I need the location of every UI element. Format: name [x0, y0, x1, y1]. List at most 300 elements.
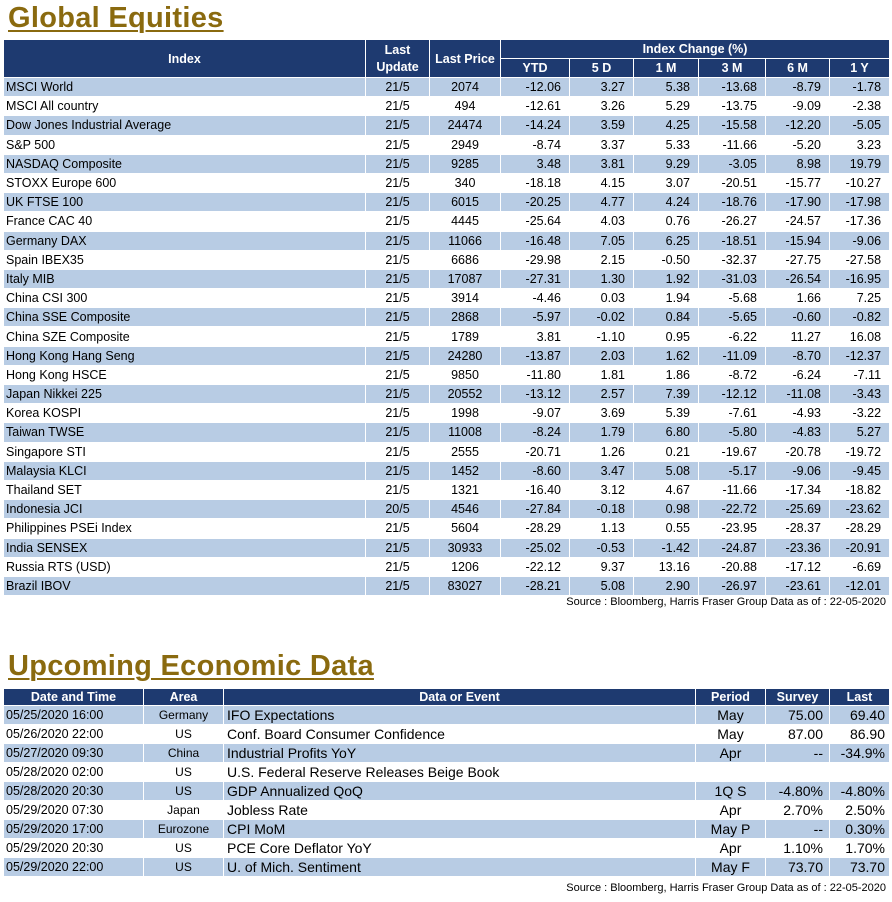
table-row [4, 212, 890, 231]
event-name: U.S. Federal Reserve Releases Beige Book [224, 763, 696, 782]
change-1y: -0.82 [830, 308, 890, 327]
change-3m: -19.67 [699, 442, 766, 461]
change-ytd: -8.24 [501, 423, 570, 442]
change-3m: -13.68 [699, 78, 766, 97]
last-update: 21/5 [366, 404, 430, 423]
change-1y: 16.08 [830, 327, 890, 346]
header-index-change: Index Change (%) [501, 40, 890, 59]
last-update: 21/5 [366, 308, 430, 327]
change-1m: 0.76 [634, 212, 699, 231]
change-6m: 1.66 [766, 289, 830, 308]
economic-source-note: Source : Bloomberg, Harris Fraser Group Data as of : 22-05-2020 [566, 882, 886, 894]
change-1m: 5.38 [634, 78, 699, 97]
last-update: 21/5 [366, 538, 430, 557]
survey-value [766, 763, 830, 782]
economic-data-table [3, 688, 890, 877]
change-5d: 5.08 [570, 576, 634, 595]
change-1m: 0.21 [634, 442, 699, 461]
change-1m: 9.29 [634, 154, 699, 173]
change-5d: 0.03 [570, 289, 634, 308]
change-3m: -15.58 [699, 116, 766, 135]
change-1y: 19.79 [830, 154, 890, 173]
change-6m: -15.77 [766, 173, 830, 192]
change-6m: -4.83 [766, 423, 830, 442]
change-5d: 1.30 [570, 269, 634, 288]
global-equities-title: Global Equities [8, 2, 224, 34]
last-value: -34.9% [830, 744, 890, 763]
event-name: GDP Annualized QoQ [224, 782, 696, 801]
last-price: 24280 [430, 346, 501, 365]
change-1y: -28.29 [830, 519, 890, 538]
change-3m: -5.17 [699, 461, 766, 480]
header-survey: Survey [766, 689, 830, 706]
last-value: -4.80% [830, 782, 890, 801]
table-row [4, 858, 890, 877]
date-time: 05/26/2020 22:00 [4, 725, 144, 744]
change-6m: -23.61 [766, 576, 830, 595]
header-5d: 5 D [570, 59, 634, 78]
last-value: 73.70 [830, 858, 890, 877]
change-6m: -5.20 [766, 135, 830, 154]
change-3m: -18.76 [699, 193, 766, 212]
change-1y: -2.38 [830, 97, 890, 116]
change-ytd: 3.48 [501, 154, 570, 173]
change-6m: -8.79 [766, 78, 830, 97]
date-time: 05/28/2020 02:00 [4, 763, 144, 782]
last-price: 9285 [430, 154, 501, 173]
last-update: 21/5 [366, 576, 430, 595]
index-name: Indonesia JCI [4, 500, 366, 519]
change-3m: -11.66 [699, 480, 766, 499]
index-name: Spain IBEX35 [4, 250, 366, 269]
last-price: 11066 [430, 231, 501, 250]
change-3m: -6.22 [699, 327, 766, 346]
change-5d: 3.47 [570, 461, 634, 480]
change-1y: -16.95 [830, 269, 890, 288]
last-price: 11008 [430, 423, 501, 442]
change-ytd: -11.80 [501, 365, 570, 384]
change-ytd: -14.24 [501, 116, 570, 135]
table-row [4, 763, 890, 782]
last-price: 2868 [430, 308, 501, 327]
change-3m: -26.27 [699, 212, 766, 231]
table-row [4, 519, 890, 538]
last-price: 6015 [430, 193, 501, 212]
last-update: 21/5 [366, 461, 430, 480]
last-price: 4445 [430, 212, 501, 231]
last-update: 21/5 [366, 269, 430, 288]
survey-value: 75.00 [766, 706, 830, 725]
period: Apr [696, 801, 766, 820]
change-ytd: -27.84 [501, 500, 570, 519]
change-1m: 0.98 [634, 500, 699, 519]
index-name: Dow Jones Industrial Average [4, 116, 366, 135]
change-ytd: -28.29 [501, 519, 570, 538]
change-1y: -9.45 [830, 461, 890, 480]
index-name: Japan Nikkei 225 [4, 385, 366, 404]
change-1m: 1.92 [634, 269, 699, 288]
change-1m: 6.80 [634, 423, 699, 442]
change-6m: -8.70 [766, 346, 830, 365]
last-update: 21/5 [366, 97, 430, 116]
table-row [4, 231, 890, 250]
table-row [4, 744, 890, 763]
table-row [4, 480, 890, 499]
header-date-time: Date and Time [4, 689, 144, 706]
last-price: 5604 [430, 519, 501, 538]
change-5d: 2.15 [570, 250, 634, 269]
change-ytd: -29.98 [501, 250, 570, 269]
change-5d: 3.81 [570, 154, 634, 173]
period: Apr [696, 744, 766, 763]
change-1m: 1.62 [634, 346, 699, 365]
change-1m: 0.84 [634, 308, 699, 327]
table-row [4, 269, 890, 288]
table-row [4, 839, 890, 858]
change-ytd: -28.21 [501, 576, 570, 595]
period: 1Q S [696, 782, 766, 801]
change-1y: -3.22 [830, 404, 890, 423]
change-3m: -8.72 [699, 365, 766, 384]
change-6m: -0.60 [766, 308, 830, 327]
global-equities-table [3, 39, 890, 596]
last-price: 4546 [430, 500, 501, 519]
change-5d: -0.02 [570, 308, 634, 327]
date-time: 05/29/2020 07:30 [4, 801, 144, 820]
change-1y: -12.37 [830, 346, 890, 365]
index-name: UK FTSE 100 [4, 193, 366, 212]
change-6m: 11.27 [766, 327, 830, 346]
area: Japan [144, 801, 224, 820]
change-ytd: -16.48 [501, 231, 570, 250]
change-1m: 0.55 [634, 519, 699, 538]
period: May [696, 725, 766, 744]
change-5d: 3.69 [570, 404, 634, 423]
header-last: Last [830, 689, 890, 706]
area: US [144, 839, 224, 858]
change-1y: -6.69 [830, 557, 890, 576]
event-name: Industrial Profits YoY [224, 744, 696, 763]
last-update: 21/5 [366, 116, 430, 135]
last-update: 21/5 [366, 557, 430, 576]
change-3m: -32.37 [699, 250, 766, 269]
date-time: 05/27/2020 09:30 [4, 744, 144, 763]
change-5d: 7.05 [570, 231, 634, 250]
survey-value: 87.00 [766, 725, 830, 744]
change-1y: -7.11 [830, 365, 890, 384]
change-ytd: -12.61 [501, 97, 570, 116]
last-update: 21/5 [366, 193, 430, 212]
change-6m: -17.12 [766, 557, 830, 576]
change-ytd: -13.12 [501, 385, 570, 404]
table-row [4, 135, 890, 154]
last-update: 21/5 [366, 346, 430, 365]
index-name: Hong Kong Hang Seng [4, 346, 366, 365]
last-price: 1789 [430, 327, 501, 346]
event-name: CPI MoM [224, 820, 696, 839]
last-price: 9850 [430, 365, 501, 384]
change-3m: -7.61 [699, 404, 766, 423]
last-update: 21/5 [366, 231, 430, 250]
survey-value: -4.80% [766, 782, 830, 801]
change-5d: 2.57 [570, 385, 634, 404]
last-price: 2555 [430, 442, 501, 461]
change-ytd: -8.74 [501, 135, 570, 154]
change-5d: 1.13 [570, 519, 634, 538]
change-6m: -25.69 [766, 500, 830, 519]
change-1y: -9.06 [830, 231, 890, 250]
index-name: Italy MIB [4, 269, 366, 288]
change-6m: -17.34 [766, 480, 830, 499]
last-value: 69.40 [830, 706, 890, 725]
last-update: 21/5 [366, 442, 430, 461]
table-row [4, 78, 890, 97]
change-1y: -19.72 [830, 442, 890, 461]
change-1y: -1.78 [830, 78, 890, 97]
table-row [4, 308, 890, 327]
survey-value: 2.70% [766, 801, 830, 820]
header-1y: 1 Y [830, 59, 890, 78]
change-6m: -26.54 [766, 269, 830, 288]
change-5d: 1.26 [570, 442, 634, 461]
last-update: 21/5 [366, 385, 430, 404]
change-1m: -0.50 [634, 250, 699, 269]
last-price: 2074 [430, 78, 501, 97]
period [696, 763, 766, 782]
change-3m: -5.68 [699, 289, 766, 308]
table-row [4, 576, 890, 595]
period: May F [696, 858, 766, 877]
area: China [144, 744, 224, 763]
last-price: 3914 [430, 289, 501, 308]
table-row [4, 706, 890, 725]
change-ytd: -25.64 [501, 212, 570, 231]
last-price: 30933 [430, 538, 501, 557]
table-row [4, 173, 890, 192]
last-price: 20552 [430, 385, 501, 404]
change-5d: 3.37 [570, 135, 634, 154]
table-row [4, 327, 890, 346]
last-price: 340 [430, 173, 501, 192]
last-update: 21/5 [366, 365, 430, 384]
change-6m: -4.93 [766, 404, 830, 423]
change-1y: 3.23 [830, 135, 890, 154]
change-1y: -3.43 [830, 385, 890, 404]
table-row [4, 154, 890, 173]
table-row [4, 557, 890, 576]
header-event: Data or Event [224, 689, 696, 706]
change-1m: 4.24 [634, 193, 699, 212]
event-name: Jobless Rate [224, 801, 696, 820]
economic-data-title: Upcoming Economic Data [8, 650, 374, 682]
change-1y: -12.01 [830, 576, 890, 595]
table-row [4, 97, 890, 116]
change-3m: -5.65 [699, 308, 766, 327]
change-6m: -24.57 [766, 212, 830, 231]
survey-value: 1.10% [766, 839, 830, 858]
index-name: MSCI World [4, 78, 366, 97]
last-value [830, 763, 890, 782]
change-5d: 2.03 [570, 346, 634, 365]
survey-value: -- [766, 820, 830, 839]
last-update: 21/5 [366, 173, 430, 192]
change-5d: 9.37 [570, 557, 634, 576]
header-1m: 1 M [634, 59, 699, 78]
change-5d: 3.12 [570, 480, 634, 499]
last-price: 1206 [430, 557, 501, 576]
change-3m: -11.66 [699, 135, 766, 154]
last-update: 21/5 [366, 250, 430, 269]
table-row [4, 538, 890, 557]
change-5d: 4.03 [570, 212, 634, 231]
header-6m: 6 M [766, 59, 830, 78]
last-update: 21/5 [366, 135, 430, 154]
index-name: Germany DAX [4, 231, 366, 250]
event-name: U. of Mich. Sentiment [224, 858, 696, 877]
change-ytd: -12.06 [501, 78, 570, 97]
change-3m: -5.80 [699, 423, 766, 442]
table-row [4, 500, 890, 519]
change-1m: 5.39 [634, 404, 699, 423]
change-1m: 4.25 [634, 116, 699, 135]
table-row [4, 193, 890, 212]
table-row [4, 289, 890, 308]
table-row [4, 385, 890, 404]
date-time: 05/29/2020 17:00 [4, 820, 144, 839]
index-name: China CSI 300 [4, 289, 366, 308]
change-1m: -1.42 [634, 538, 699, 557]
change-5d: 3.59 [570, 116, 634, 135]
change-1y: -5.05 [830, 116, 890, 135]
period: May P [696, 820, 766, 839]
change-1m: 13.16 [634, 557, 699, 576]
last-update: 21/5 [366, 423, 430, 442]
table-row [4, 461, 890, 480]
event-name: PCE Core Deflator YoY [224, 839, 696, 858]
table-row [4, 365, 890, 384]
change-1y: -20.91 [830, 538, 890, 557]
change-ytd: -20.71 [501, 442, 570, 461]
change-1m: 0.95 [634, 327, 699, 346]
table-row [4, 801, 890, 820]
header-area: Area [144, 689, 224, 706]
date-time: 05/25/2020 16:00 [4, 706, 144, 725]
last-price: 24474 [430, 116, 501, 135]
change-6m: -12.20 [766, 116, 830, 135]
index-name: MSCI All country [4, 97, 366, 116]
change-ytd: -25.02 [501, 538, 570, 557]
change-1y: 5.27 [830, 423, 890, 442]
period: May [696, 706, 766, 725]
last-price: 83027 [430, 576, 501, 595]
last-price: 1321 [430, 480, 501, 499]
change-6m: -27.75 [766, 250, 830, 269]
index-name: Singapore STI [4, 442, 366, 461]
change-5d: -0.18 [570, 500, 634, 519]
last-update: 21/5 [366, 480, 430, 499]
change-6m: -17.90 [766, 193, 830, 212]
header-period: Period [696, 689, 766, 706]
index-name: Russia RTS (USD) [4, 557, 366, 576]
table-row [4, 404, 890, 423]
change-1m: 3.07 [634, 173, 699, 192]
change-1m: 1.86 [634, 365, 699, 384]
change-5d: 4.15 [570, 173, 634, 192]
index-name: India SENSEX [4, 538, 366, 557]
change-6m: -28.37 [766, 519, 830, 538]
change-5d: 1.79 [570, 423, 634, 442]
change-3m: -23.95 [699, 519, 766, 538]
change-3m: -12.12 [699, 385, 766, 404]
event-name: Conf. Board Consumer Confidence [224, 725, 696, 744]
change-ytd: 3.81 [501, 327, 570, 346]
change-1m: 5.29 [634, 97, 699, 116]
last-value: 86.90 [830, 725, 890, 744]
header-index: Index [4, 40, 366, 78]
last-price: 494 [430, 97, 501, 116]
change-3m: -22.72 [699, 500, 766, 519]
change-1m: 5.08 [634, 461, 699, 480]
table-row [4, 116, 890, 135]
area: US [144, 858, 224, 877]
change-ytd: -27.31 [501, 269, 570, 288]
area: US [144, 782, 224, 801]
date-time: 05/29/2020 22:00 [4, 858, 144, 877]
period: Apr [696, 839, 766, 858]
change-5d: 4.77 [570, 193, 634, 212]
change-3m: -31.03 [699, 269, 766, 288]
index-name: Korea KOSPI [4, 404, 366, 423]
change-5d: -1.10 [570, 327, 634, 346]
change-1y: -27.58 [830, 250, 890, 269]
change-6m: -9.09 [766, 97, 830, 116]
last-price: 6686 [430, 250, 501, 269]
last-value: 1.70% [830, 839, 890, 858]
survey-value: -- [766, 744, 830, 763]
table-row [4, 442, 890, 461]
last-price: 1998 [430, 404, 501, 423]
survey-value: 73.70 [766, 858, 830, 877]
table-row [4, 346, 890, 365]
area: Germany [144, 706, 224, 725]
table-row [4, 423, 890, 442]
last-value: 2.50% [830, 801, 890, 820]
change-ytd: -18.18 [501, 173, 570, 192]
change-6m: -6.24 [766, 365, 830, 384]
change-ytd: -16.40 [501, 480, 570, 499]
change-ytd: -4.46 [501, 289, 570, 308]
change-ytd: -22.12 [501, 557, 570, 576]
change-1y: 7.25 [830, 289, 890, 308]
change-1m: 4.67 [634, 480, 699, 499]
table-row [4, 782, 890, 801]
area: US [144, 763, 224, 782]
last-price: 2949 [430, 135, 501, 154]
change-ytd: -8.60 [501, 461, 570, 480]
change-6m: -15.94 [766, 231, 830, 250]
index-name: S&P 500 [4, 135, 366, 154]
change-6m: -20.78 [766, 442, 830, 461]
change-3m: -3.05 [699, 154, 766, 173]
change-5d: 1.81 [570, 365, 634, 384]
last-update: 21/5 [366, 154, 430, 173]
header-3m: 3 M [699, 59, 766, 78]
last-update: 21/5 [366, 519, 430, 538]
index-name: China SSE Composite [4, 308, 366, 327]
table-row [4, 250, 890, 269]
index-name: China SZE Composite [4, 327, 366, 346]
header-ytd: YTD [501, 59, 570, 78]
